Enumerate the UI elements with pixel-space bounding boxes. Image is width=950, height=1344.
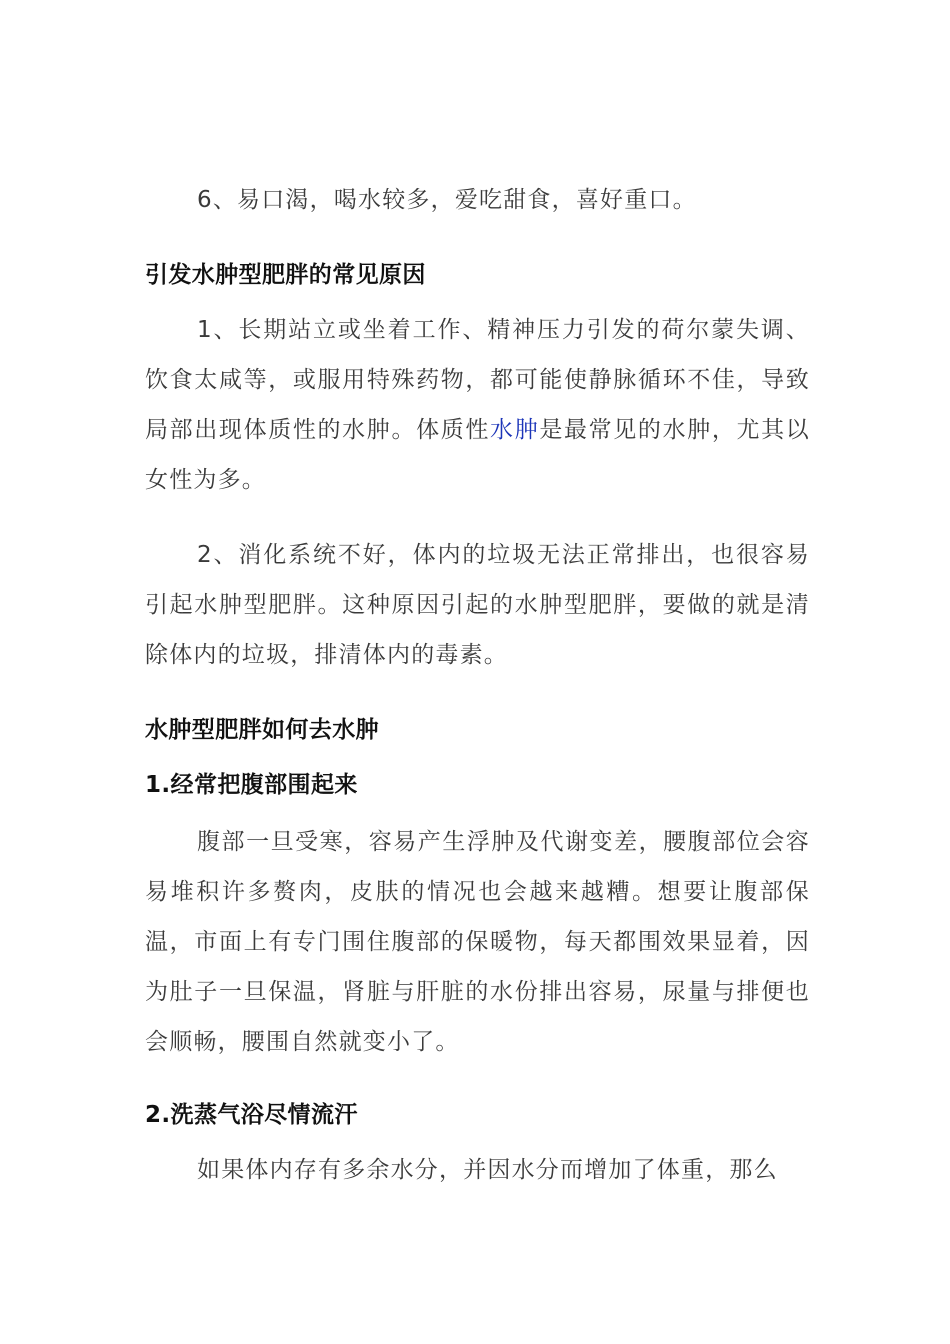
heading-method-1: 1.经常把腹部围起来 [145,772,358,798]
paragraph-method-2: 如果体内存有多余水分，并因水分而增加了体重，那么 [197,1157,778,1183]
heading-common-causes: 引发水肿型肥胖的常见原因 [145,262,426,288]
edema-link[interactable]: 水肿 [490,417,540,443]
paragraph-method-1: 腹部一旦受寒，容易产生浮肿及代谢变差，腰腹部位会容易堆积许多赘肉，皮肤的情况也会越来越糟。想要让腹部保温，市面上有专门围住腹部的保暖物，每天都围效果显着，因为肚子一旦保温，肾脏与肝脏的水份排出容易，尿量与排便也会顺畅，腰围自然就变小了。 [145,829,810,1055]
cause-1-text-start: 1、长期站立或坐着工作、精神压力引发的荷尔蒙失调、饮食太咸等，或服用特殊药物，都可能使静脉循环不佳，导致局部出现体质性的水肿。体质性 [145,317,810,443]
cause-1-text-end: 是最常见的水肿，尤其以女性为多。 [145,417,810,493]
paragraph-symptom-6: 6、易口渴，喝水较多，爱吃甜食，喜好重口。 [197,187,697,213]
heading-method-2: 2.洗蒸气浴尽情流汗 [145,1102,358,1128]
paragraph-cause-1 [145,305,810,505]
paragraph-cause-2: 2、消化系统不好，体内的垃圾无法正常排出，也很容易引起水肿型肥胖。这种原因引起的水肿型肥胖，要做的就是清除体内的垃圾，排清体内的毒素。 [145,542,810,668]
heading-how-to-reduce-edema: 水肿型肥胖如何去水肿 [145,717,379,743]
